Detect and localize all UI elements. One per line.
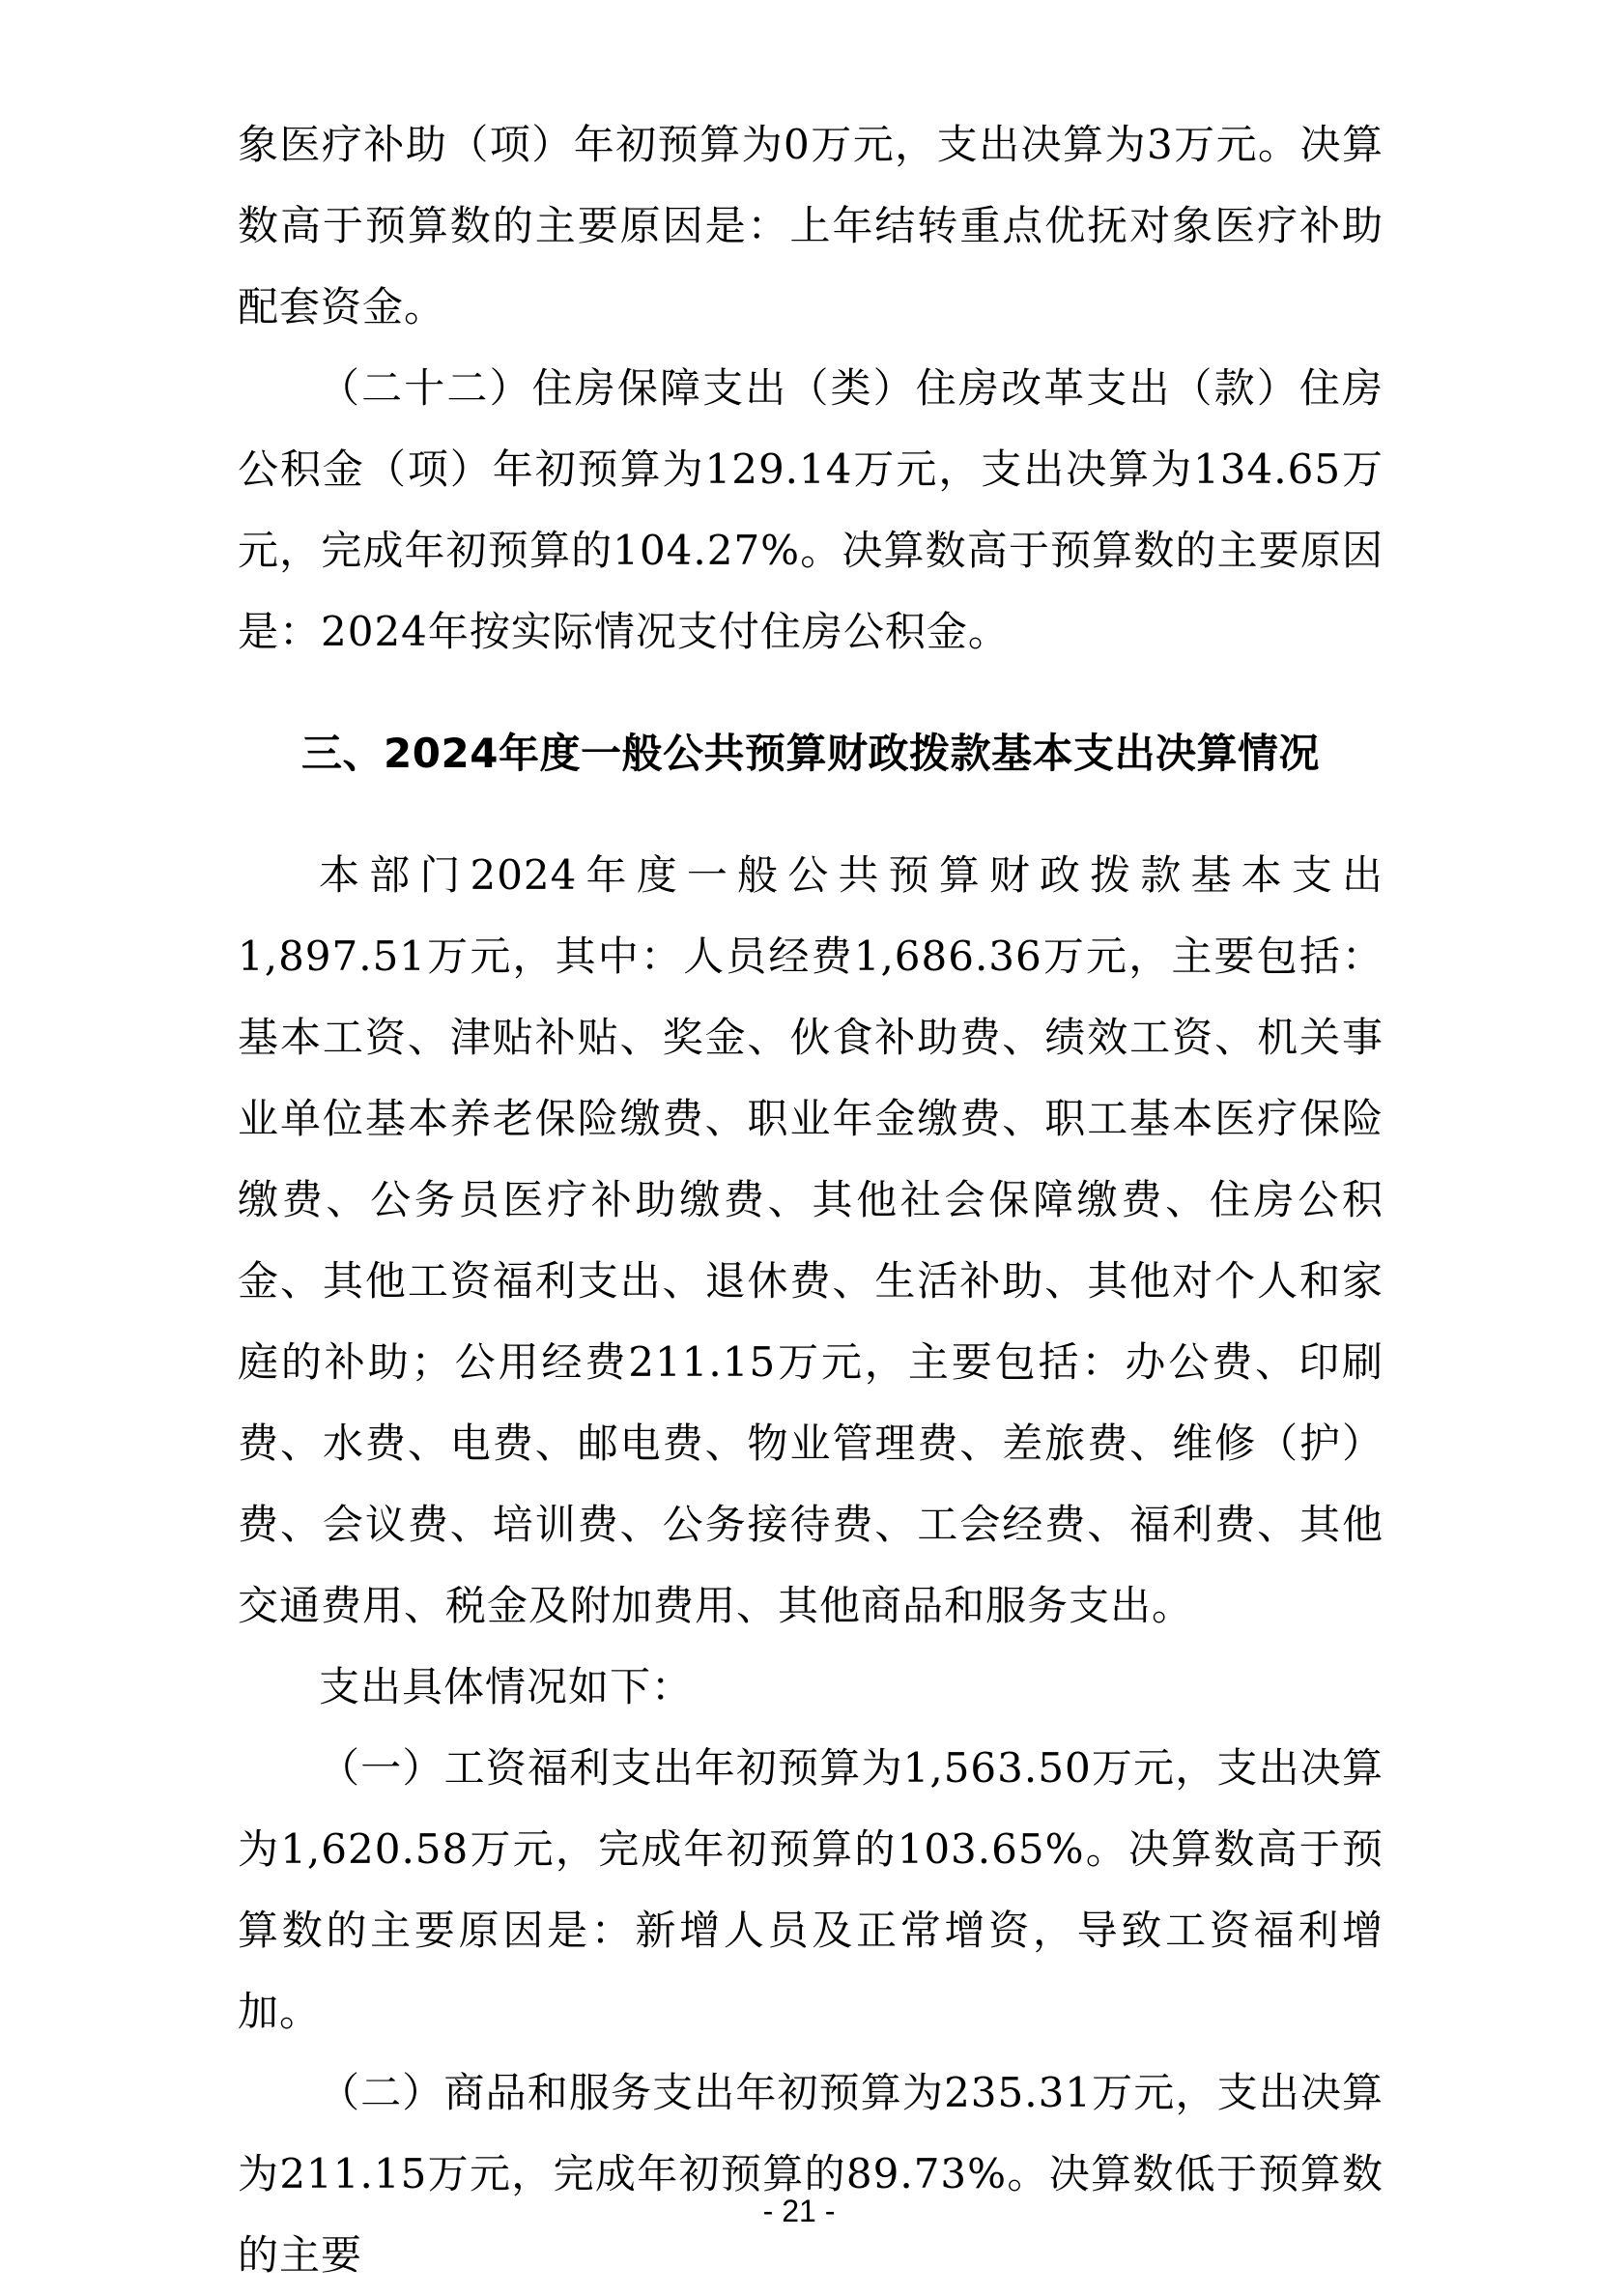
paragraph-details-intro: 支出具体情况如下： xyxy=(319,1663,694,1710)
section-heading: 三、2024年度一般公共预算财政拨款基本支出决算情况 xyxy=(301,730,1320,777)
paragraph-wage-welfare: （一）工资福利支出年初预算为1,563.50万元，支出决算为1,620.58万元，完成年初预算的103.65%。决算数高于预算数的主要原因是：新增人员及正常增资，导致工资福利增加。 xyxy=(238,1744,1384,2035)
document-body xyxy=(238,104,1384,2296)
page-number: - 21 - xyxy=(762,2194,836,2228)
paragraph-medical-subsidy-continued: 象医疗补助（项）年初预算为0万元，支出决算为3万元。决算数高于预算数的主要原因是：上年结转重点优抚对象医疗补助配套资金。 xyxy=(238,121,1384,330)
paragraph-basic-expenditure-summary: 本部门2024年度一般公共预算财政拨款基本支出1,897.51万元，其中：人员经费1,686.36万元，主要包括：基本工资、津贴补贴、奖金、伙食补助费、绩效工资、机关事业单位基本养老保险缴费、职业年金缴费、职工基本医疗保险缴费、公务员医疗补助缴费、其他社会保障缴费、住房公积金、其他工资福利支出、退休费、生活补助、其他对个人和家庭的补助；公用经费211.15万元，主要包括：办公费、印刷费、水费、电费、邮电费、物业管理费、差旅费、维修（护）费、会议费、培训费、公务接待费、工会经费、福利费、其他交通费用、税金及附加费用、其他商品和服务支出。 xyxy=(238,851,1384,1629)
paragraph-housing-provident-fund: （二十二）住房保障支出（类）住房改革支出（款）住房公积金（项）年初预算为129.14万元，支出决算为134.65万元，完成年初预算的104.27%。决算数高于预算数的主要原因是：2024年按实际情况支付住房公积金。 xyxy=(238,364,1384,655)
paragraph-goods-services: （二）商品和服务支出年初预算为235.31万元，支出决算为211.15万元，完成年初预算的89.73%。决算数低于预算数的主要 xyxy=(238,2069,1384,2279)
